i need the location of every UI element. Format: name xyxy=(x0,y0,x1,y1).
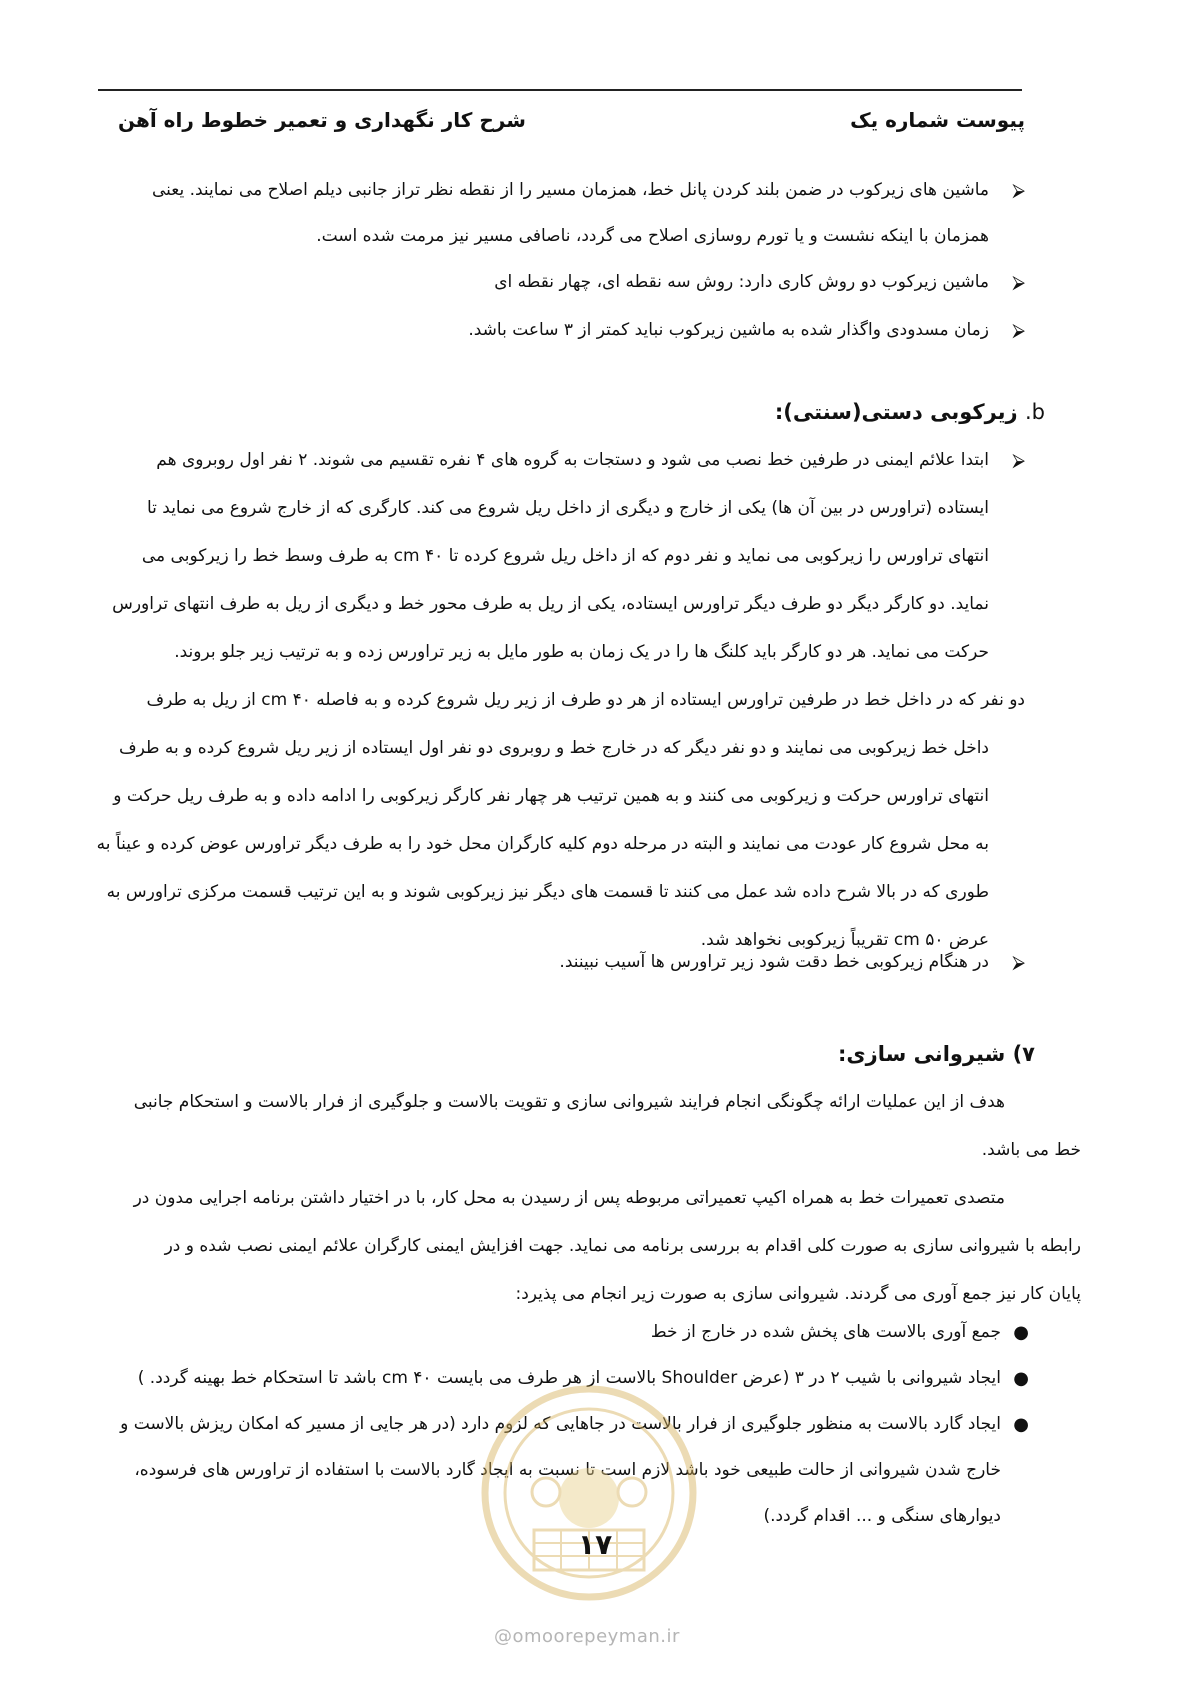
arrow-bullet-icon: ⮚ xyxy=(1012,272,1025,293)
list-item-continuation: دیوارهای سنگی و ... اقدام گردد.) xyxy=(763,1506,1001,1526)
paragraph-line: دو نفر که در داخل خط در طرفین تراورس ایستاده از هر دو طرف از زیر ریل شروع کرده و به فاصله ۴۰ cm از ریل به طرف xyxy=(146,690,1025,710)
list-item: ● ایجاد گارد بالاست به منظور جلوگیری از فرار بالاست در جاهایی که لزوم دارد (در هر جایی از مسیر که امکان ریزش بالاست و xyxy=(120,1414,1029,1435)
list-item: ⮚ ماشین های زیرکوب در ضمن بلند کردن پانل خط، همزمان مسیر را از نقطه نظر تراز جانبی دیلم اصلاح می نمایند. یعنی xyxy=(151,180,1025,201)
section-7-heading: ۷) شیروانی سازی: xyxy=(837,1042,1035,1066)
list-item: ● ایجاد شیروانی با شیب ۲ در ۳ (عرض Shoulder بالاست از هر طرف می بایست ۴۰ cm باشد تا استحکام خط بهینه گردد. ) xyxy=(137,1368,1029,1389)
arrow-bullet-icon: ⮚ xyxy=(1012,180,1025,201)
section-b-body xyxy=(84,450,1025,970)
paragraph-line: هدف از این عملیات ارائه چگونگی انجام فرایند شیروانی سازی و تقویت بالاست و جلوگیری از فرار بالاست و استحکام جانبی xyxy=(133,1092,1005,1112)
dot-bullet-icon: ● xyxy=(1013,1368,1029,1389)
paragraph-line: به محل شروع کار عودت می نمایند و البته در مرحله دوم کلیه کارگران محل خود را به طرف دیگر تراورس عوض کرده و عیناً به xyxy=(96,834,989,854)
paragraph-line: داخل خط زیرکوبی می نمایند و دو نفر دیگر که در خارج خط و روبروی دو نفر اول ایستاده از زیر ریل شروع کرده و به طرف xyxy=(118,738,989,758)
top-bullet-list xyxy=(128,180,1025,341)
list-item: ⮚ زمان مسدودی واگذار شده به ماشین زیرکوب نباید کمتر از ۳ ساعت باشد. xyxy=(468,320,1025,341)
paragraph-line: ابتدا علائم ایمنی در طرفین خط نصب می شود و دستجات به گروه های ۴ نفره تقسیم می شوند. ۲ نفر اول روبروی هم xyxy=(156,450,989,470)
paragraph-line: انتهای تراورس را زیرکوبی می نماید و نفر دوم که از داخل ریل شروع کرده تا ۴۰ cm به طرف وسط خط را زیرکوبی می xyxy=(141,546,989,566)
section-7-intro xyxy=(118,1092,1081,1304)
watermark-seal-icon xyxy=(476,1380,702,1606)
paragraph-line: پایان کار نیز جمع آوری می گردند. شیروانی سازی به صورت زیر انجام می پذیرد: xyxy=(515,1284,1081,1304)
list-item: ● جمع آوری بالاست های پخش شده در خارج از خط xyxy=(650,1322,1029,1343)
paragraph-line: حرکت می نماید. هر دو کارگر باید کلنگ ها را در یک زمان به طور مایل به زیر تراورس زده و به ترتیب زیر جلو بروند. xyxy=(174,642,989,662)
arrow-bullet-icon: ⮚ xyxy=(1012,952,1025,973)
watermark-text: @omoorepeyman.ir xyxy=(494,1626,680,1647)
list-item: ⮚ ماشین زیرکوب دو روش کاری دارد: روش سه نقطه ای، چهار نقطه ای xyxy=(494,272,1025,293)
header-document-title: شرح کار نگهداری و تعمیر خطوط راه آهن xyxy=(118,108,526,132)
page-number: ۱۷ xyxy=(578,1528,613,1561)
list-item: ⮚ در هنگام زیرکوبی خط دقت شود زیر تراورس ها آسیب نبینند. xyxy=(559,952,1025,973)
paragraph-line: متصدی تعمیرات خط به همراه اکیپ تعمیراتی مربوطه پس از رسیدن به محل کار، با در اختیار داشتن برنامه اجرایی مدون در xyxy=(133,1188,1005,1208)
header-appendix-title: پیوست شماره یک xyxy=(850,108,1025,132)
header-rule xyxy=(98,89,1022,91)
dot-bullet-icon: ● xyxy=(1013,1322,1029,1343)
list-item-continuation: همزمان با اینکه نشست و یا تورم روسازی اصلاح می گردد، ناصافی مسیر نیز مرمت شده است. xyxy=(316,226,989,246)
section-b-heading: b. زیرکوبی دستی(سنتی): xyxy=(774,400,1045,424)
paragraph-line: طوری که در بالا شرح داده شد عمل می کنند تا قسمت های دیگر نیز زیرکوبی شوند و به این ترتیب قسمت مرکزی تراورس به xyxy=(106,882,989,902)
paragraph-line: رابطه با شیروانی سازی به صورت کلی اقدام به بررسی برنامه می نماید. جهت افزایش ایمنی کارگران علائم ایمنی نصب شده و در xyxy=(164,1236,1081,1256)
list-item-continuation: خارج شدن شیروانی از حالت طبیعی خود باشد لازم است تا نسبت به ایجاد گارد بالاست با استفاده از تراورس های فرسوده، xyxy=(134,1460,1001,1480)
paragraph-line: نماید. دو کارگر دیگر دو طرف دیگر تراورس ایستاده، یکی از ریل به طرف محور خط و دیگری از ریل به طرف انتهای تراورس xyxy=(112,594,989,614)
paragraph-line: عرض ۵۰ cm تقریباً زیرکوبی نخواهد شد. xyxy=(700,930,989,950)
arrow-bullet-icon: ⮚ xyxy=(1012,320,1025,341)
paragraph-line: انتهای تراورس حرکت و زیرکوبی می کنند و به همین ترتیب هر چهار نفر کارگر زیرکوبی را ادامه داده و به طرف ریل حرکت و xyxy=(113,786,989,806)
paragraph-line: ایستاده (تراورس در بین آن ها) یکی از خارج و دیگری از داخل ریل شروع می کند. کارگری که از خارج شروع می نماید تا xyxy=(146,498,989,518)
dot-bullet-icon: ● xyxy=(1013,1414,1029,1435)
paragraph-line: خط می باشد. xyxy=(981,1140,1081,1160)
arrow-bullet-icon: ⮚ xyxy=(1012,450,1025,471)
